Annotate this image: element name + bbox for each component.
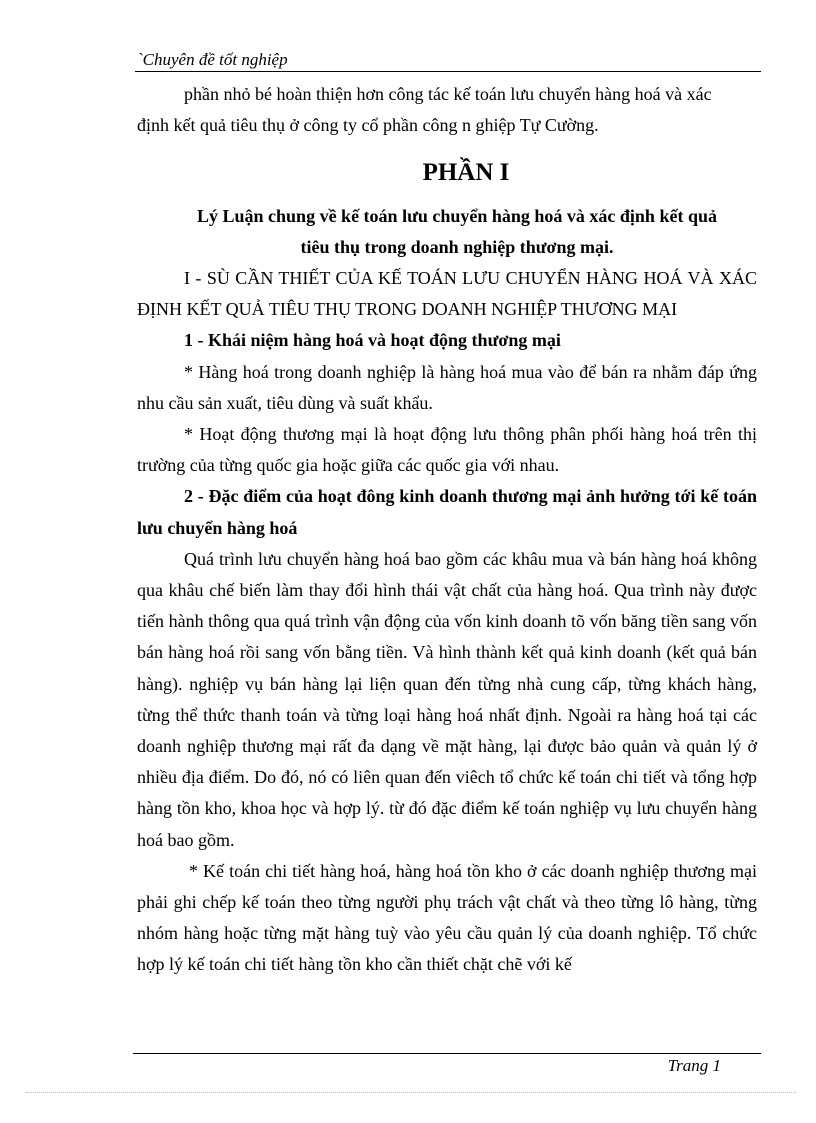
page-number: Trang 1 xyxy=(667,1056,721,1075)
paragraph-3: Quá trình lưu chuyển hàng hoá bao gồm các khâu mua và bán hàng hoá không qua khâu chế biến làm thay đổi hình thái vật chất của hàng hoá. Qua trình này được tiến hành thông qua quá trình vận động của vốn kinh doanh tõ vốn băng tiền sang vốn bán hàng hoá rồi sang vốn bằng tiền. Và hình thành kết quả kinh doanh (kết quả bán hàng). nghiệp vụ bán hàng lại liện quan đến từng nhà cung cấp, từng khách hàng, từng thể thức thanh toán và từng loại hàng hoá nhất định. Ngoài ra hàng hoá tại các doanh nghiệp thương mại rất đa dạng về mặt hàng, lại được bảo quản và quản lý ở nhiều địa điểm. Do đó, nó có liên quan đến viêch tổ chức kế toán chi tiết và tổng hợp hàng tồn kho, khoa học và hợp lý. từ đó đặc điểm kế toán nghiệp vụ lưu chuyển hàng hoá bao gồm. xyxy=(137,548,757,850)
paragraph-1: * Hàng hoá trong doanh nghiệp là hàng hoá mua vào để bán ra nhằm đáp ứng nhu cầu sản xuất, tiêu dùng và suất khẩu. xyxy=(137,361,757,413)
intro-line-2: định kết quả tiêu thụ ở công ty cổ phần công n ghiệp Tự Cường. xyxy=(137,115,599,136)
heading-2: 2 - Đặc điểm của hoạt đông kinh doanh thương mại ảnh hưởng tới kế toán lưu chuyển hàng hoá xyxy=(137,486,757,538)
intro-line-1: phần nhỏ bé hoàn thiện hơn công tác kế toán lưu chuyển hàng hoá và xác xyxy=(184,84,712,104)
paragraph-4: * Kế toán chi tiết hàng hoá, hàng hoá tồn kho ở các doanh nghiệp thương mại phải ghi chếp kế toán theo từng người phụ trách vật chất và theo từng lô hàng, từng nhóm hàng hoặc từng mặt hàng tuỳ vào yêu cầu quản lý của doanh nghiệp. Tổ chức hợp lý kế toán chi tiết hàng tồn kho cần thiết chặt chẽ với kế xyxy=(137,860,757,975)
subtitle-line-2: tiêu thụ trong doanh nghiệp thương mại. xyxy=(300,236,614,257)
page-edge-dotted-line xyxy=(26,1092,796,1093)
part-title: PHẦN I xyxy=(422,159,510,187)
document-body xyxy=(137,79,757,981)
footer-divider xyxy=(133,1053,761,1054)
header-divider xyxy=(135,71,761,72)
section-heading: I - SÙ CẦN THIẾT CỦA KẾ TOÁN LƯU CHUYỂN HÀNG HOÁ VÀ XÁC ĐỊNH KẾT QUẢ TIÊU THỤ TRONG DOANH NGHIỆP THƯƠNG MẠI xyxy=(137,268,757,320)
page-header: `Chuyên đề tốt nghiệp xyxy=(137,50,288,69)
heading-1: 1 - Khái niệm hàng hoá và hoạt động thương mại xyxy=(184,330,561,351)
subtitle-line-1: Lý Luận chung về kế toán lưu chuyển hàng hoá và xác định kết quả xyxy=(197,205,717,226)
paragraph-2: * Hoạt động thương mại là hoạt động lưu thông phân phối hàng hoá trên thị trường của từng quốc gia hoặc giữa các quốc gia với nhau. xyxy=(137,424,757,476)
